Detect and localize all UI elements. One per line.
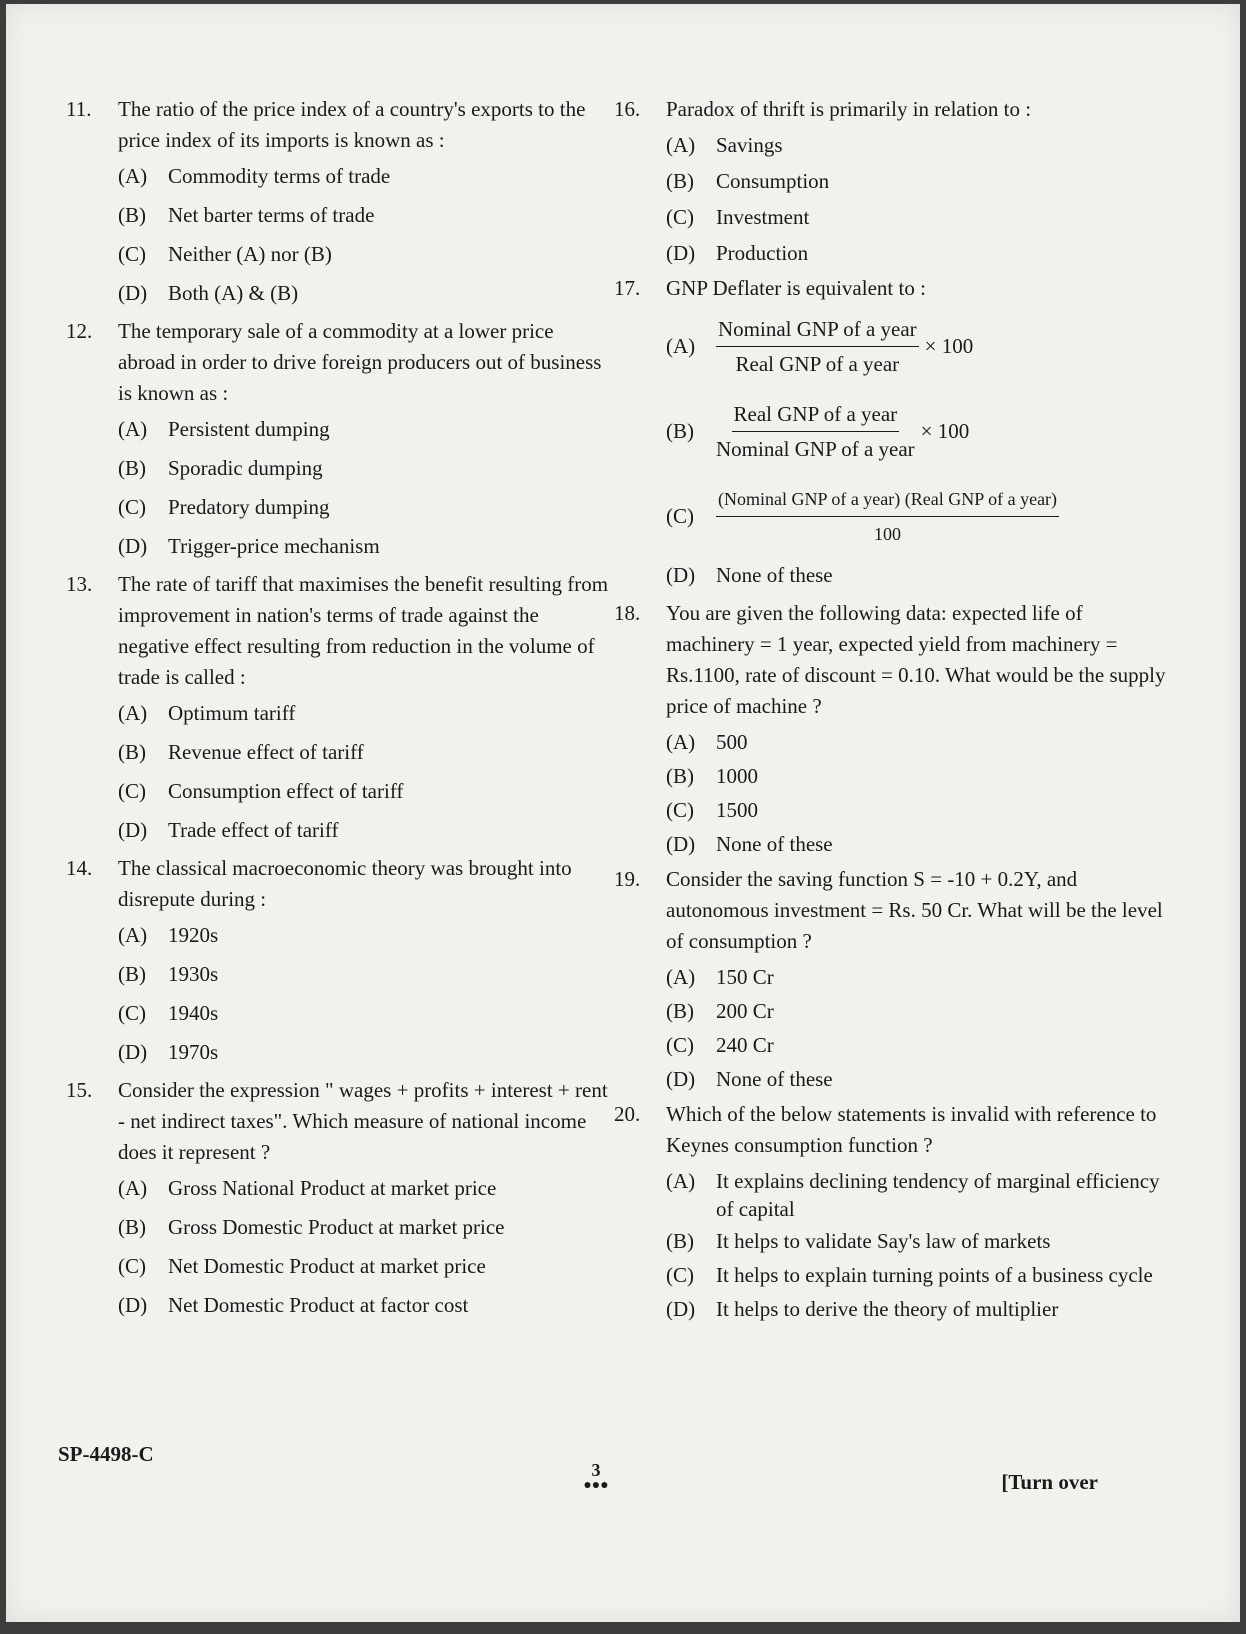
option-b: (B) It helps to validate Say's law of markets <box>666 1229 1051 1253</box>
option-b: (B) $\frac{\text{Real GNP of a year}}{\text{Nominal GNP of a year}}$ × 100 <box>666 399 1172 464</box>
option-d: (D) Net Domestic Product at factor cost <box>118 1293 469 1317</box>
fraction: $\frac{\text{Nominal GNP of a year}}{\text{Real GNP of a year}}$ <box>716 314 919 379</box>
page-number: 3 ●●● <box>566 1460 626 1491</box>
option-c: (C) Consumption effect of tariff <box>118 779 404 803</box>
question-text: The temporary sale of a commodity at a lower price abroad in order to drive foreign producers out of business is known as : <box>118 319 602 405</box>
option-a: (A) Savings <box>666 133 783 157</box>
question-number: 18. <box>614 601 641 625</box>
option-d: (D) None of these <box>666 1067 833 1091</box>
option-c: (C) Investment <box>666 205 810 229</box>
option-a: (A) It explains declining tendency of marginal efficiency of capital <box>666 1169 1160 1221</box>
question-number: 12. <box>66 319 93 343</box>
question-13 <box>66 569 611 846</box>
option-b: (B) Revenue effect of tariff <box>118 740 364 764</box>
option-b: (B) Consumption <box>666 169 830 193</box>
exam-page <box>6 4 1240 1622</box>
option-b: (B) Gross Domestic Product at market price <box>118 1215 505 1239</box>
page-dots: ●●● <box>583 1478 609 1493</box>
option-b: (B) 1000 <box>666 764 758 788</box>
option-a: (A) 150 Cr <box>666 965 774 989</box>
option-d: (D) It helps to derive the theory of multiplier <box>666 1297 1059 1321</box>
option-a: (A) Gross National Product at market price <box>118 1176 497 1200</box>
question-18 <box>614 598 1172 860</box>
fraction: $\frac{\text{(Nominal GNP of a year) (Real GNP of a year)}}{100}$ <box>716 484 1059 549</box>
option-b: (B) Net barter terms of trade <box>118 203 375 227</box>
option-c: (C) It helps to explain turning points of a business cycle <box>666 1263 1153 1287</box>
option-a: (A) Persistent dumping <box>118 417 330 441</box>
question-text: The ratio of the price index of a country's exports to the price index of its imports is known as : <box>118 97 586 152</box>
option-c: (C) Net Domestic Product at market price <box>118 1254 486 1278</box>
option-c: (C) Neither (A) nor (B) <box>118 242 332 266</box>
option-c: (C) 1940s <box>118 1001 219 1025</box>
paper-code: SP-4498-C <box>58 1442 154 1466</box>
question-number: 11. <box>66 97 92 121</box>
option-a: (A) $\frac{\text{Nominal GNP of a year}}{\text{Real GNP of a year}}$ × 100 <box>666 314 1172 379</box>
question-text: Which of the below statements is invalid with reference to Keynes consumption function ? <box>666 1102 1157 1157</box>
option-d: (D) None of these <box>666 563 833 587</box>
question-19 <box>614 864 1172 1095</box>
question-11 <box>66 94 611 309</box>
question-number: 14. <box>66 856 93 880</box>
question-number: 15. <box>66 1078 93 1102</box>
option-a: (A) 500 <box>666 730 748 754</box>
question-20 <box>614 1099 1172 1325</box>
question-number: 16. <box>614 97 641 121</box>
left-column <box>66 94 611 1328</box>
question-12 <box>66 316 611 562</box>
question-17 <box>614 273 1172 591</box>
option-d: (D) Trigger-price mechanism <box>118 534 380 558</box>
question-text: Consider the expression " wages + profits + interest + rent - net indirect taxes". Which measure of national income does it represent ? <box>118 1078 608 1164</box>
option-c: (C) Predatory dumping <box>118 495 330 519</box>
option-d: (D) Production <box>666 241 809 265</box>
turn-over-label: [Turn over <box>1001 1470 1098 1494</box>
question-14 <box>66 853 611 1068</box>
option-d: (D) None of these <box>666 832 833 856</box>
option-d: (D) Trade effect of tariff <box>118 818 339 842</box>
question-number: 13. <box>66 572 93 596</box>
question-text: The classical macroeconomic theory was brought into disrepute during : <box>118 856 572 911</box>
option-c: (C) 240 Cr <box>666 1033 774 1057</box>
question-number: 20. <box>614 1102 641 1126</box>
option-c: (C) 1500 <box>666 798 758 822</box>
question-text: Consider the saving function S = -10 + 0.2Y, and autonomous investment = Rs. 50 Cr. What will be the level of consumption ? <box>666 867 1163 953</box>
option-b: (B) Sporadic dumping <box>118 456 323 480</box>
option-d: (D) 1970s <box>118 1040 219 1064</box>
option-a: (A) Commodity terms of trade <box>118 164 391 188</box>
question-text: Paradox of thrift is primarily in relation to : <box>666 97 1032 121</box>
option-a: (A) 1920s <box>118 923 219 947</box>
right-column <box>614 94 1172 1329</box>
option-a: (A) Optimum tariff <box>118 701 296 725</box>
question-15 <box>66 1075 611 1321</box>
option-d: (D) Both (A) & (B) <box>118 281 299 305</box>
question-number: 19. <box>614 867 641 891</box>
option-c: (C) $\frac{\text{(Nominal GNP of a year) (Real GNP of a year)}}{100}$ <box>666 484 1172 549</box>
question-text: The rate of tariff that maximises the benefit resulting from improvement in nation's terms of trade against the negative effect resulting from reduction in the volume of trade is called : <box>118 572 609 689</box>
option-b: (B) 200 Cr <box>666 999 774 1023</box>
question-16 <box>614 94 1172 269</box>
question-text: GNP Deflater is equivalent to : <box>666 276 926 300</box>
option-b: (B) 1930s <box>118 962 219 986</box>
question-text: You are given the following data: expected life of machinery = 1 year, expected yield from machinery = Rs.1100, rate of discount = 0.10. What would be the supply price of machine ? <box>666 601 1166 718</box>
question-number: 17. <box>614 276 641 300</box>
fraction: $\frac{\text{Real GNP of a year}}{\text{Nominal GNP of a year}}$ <box>716 399 915 464</box>
